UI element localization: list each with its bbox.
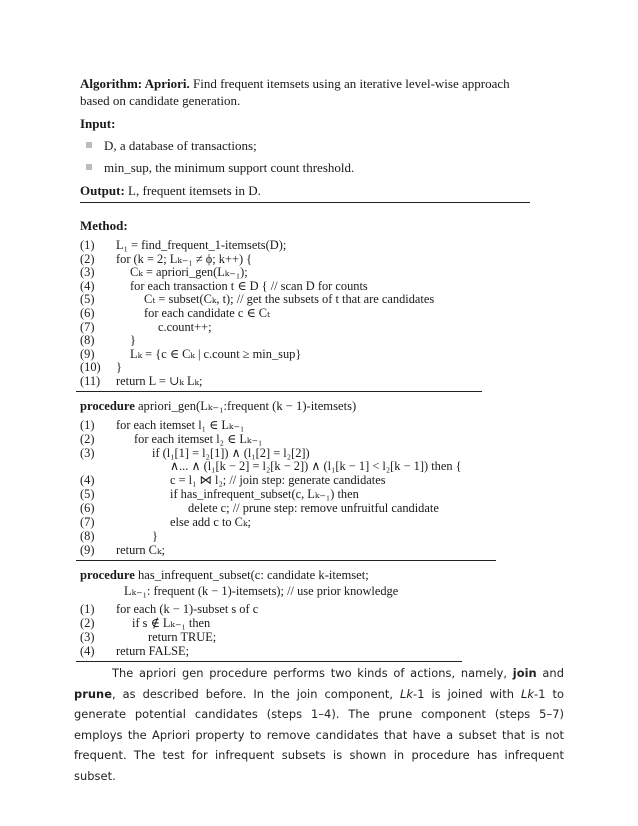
- line-number: (2): [80, 251, 95, 266]
- line-number: (2): [80, 615, 95, 630]
- line-number: (4): [80, 643, 95, 658]
- has-infrequent-lines: [80, 603, 530, 659]
- paragraph-text: and: [536, 666, 564, 680]
- code-line: [80, 334, 530, 348]
- paragraph-bold-prune: prune: [74, 686, 112, 701]
- procedure-signature: has_infrequent_subset(c: candidate k-itemset;: [134, 567, 369, 582]
- code-line: [80, 375, 530, 389]
- code-line: [80, 631, 530, 645]
- line-number: (8): [80, 529, 95, 544]
- code-text: for each (k − 1)-subset s of c: [116, 601, 259, 616]
- code-line: [80, 617, 530, 631]
- code-text: return TRUE;: [148, 629, 217, 644]
- code-text: for each candidate c ∈ Cₜ: [144, 305, 271, 320]
- code-line: [80, 419, 530, 433]
- paragraph-italic-lk: Lk: [400, 686, 414, 701]
- line-number: (6): [80, 305, 95, 320]
- procedure-signature-continued: Lₖ₋₁: frequent (k − 1)-itemsets); // use prior knowledge: [124, 583, 399, 598]
- line-number: (9): [80, 346, 95, 361]
- explanation-paragraph: [74, 663, 564, 786]
- paragraph-text: -1 to generate potential candidates (steps 1–4). The prune component (steps 5–7) employs the Apriori property to remove candidates that have a subset that is not frequent. The test for infrequent subsets is shown in procedure has infrequent subset.: [74, 686, 564, 783]
- code-text: if s ∉ Lₖ₋₁ then: [132, 615, 211, 630]
- code-line: [80, 361, 530, 375]
- code-text: ∧... ∧ (l₁[k − 2] = l₂[k − 2]) ∧ (l₁[k − 1] < l₂[k − 1]) then {: [170, 459, 462, 474]
- algorithm-title-lead: Algorithm: Apriori.: [80, 76, 190, 91]
- line-number: (10): [80, 360, 101, 375]
- code-text: for (k = 2; Lₖ₋₁ ≠ ϕ; k++) {: [116, 251, 253, 266]
- code-line: [80, 603, 530, 617]
- code-line: [80, 530, 530, 544]
- paragraph-text: , as described before. In the join component,: [111, 686, 400, 701]
- code-line: [80, 433, 530, 447]
- algorithm-title: [80, 75, 530, 109]
- line-number: (3): [80, 445, 95, 460]
- paragraph-text: The apriori gen procedure performs two kinds of actions, namely,: [112, 666, 513, 680]
- line-number: (3): [80, 265, 95, 280]
- code-text: return FALSE;: [116, 643, 190, 658]
- line-number: (1): [80, 601, 95, 616]
- code-line: [80, 321, 530, 335]
- code-line: [80, 502, 530, 516]
- bullet-icon: [86, 142, 92, 148]
- apriori-gen-procedure: [80, 398, 530, 558]
- input-heading: Input:: [80, 116, 116, 131]
- algorithm-block: [80, 75, 530, 662]
- code-line: [80, 447, 530, 461]
- output-text: L, frequent itemsets in D.: [124, 183, 261, 198]
- line-number: (1): [80, 238, 95, 252]
- input-item: [80, 137, 530, 155]
- code-text: }: [152, 529, 158, 544]
- code-line: [80, 474, 530, 488]
- input-item-text: min_sup, the minimum support count threshold.: [104, 160, 355, 175]
- code-line: [80, 266, 530, 280]
- divider: [76, 661, 462, 662]
- input-item-text: D, a database of transactions;: [104, 138, 257, 153]
- line-number: (2): [80, 431, 95, 446]
- apriori-gen-lines: [80, 419, 530, 558]
- line-number: (5): [80, 487, 95, 502]
- code-line: [80, 460, 530, 474]
- divider: [76, 391, 482, 392]
- input-item: [80, 159, 530, 177]
- code-text: Cₜ = subset(Cₖ, t); // get the subsets of t that are candidates: [144, 292, 435, 307]
- divider: [80, 202, 530, 203]
- code-line: [80, 645, 530, 659]
- algorithm-title-description: Find frequent itemsets using an iterative level-wise approach based on candidate generation.: [80, 76, 510, 108]
- line-number: (7): [80, 319, 95, 334]
- line-number: (9): [80, 543, 95, 558]
- code-line: [80, 307, 530, 321]
- code-text: else add c to Cₖ;: [170, 515, 251, 530]
- code-text: c.count++;: [158, 319, 212, 334]
- code-text: for each transaction t ∈ D { // scan D for counts: [130, 278, 368, 293]
- has-infrequent-subset-procedure: [80, 567, 530, 659]
- output-line: [80, 182, 530, 200]
- code-line: [80, 239, 530, 253]
- bullet-icon: [86, 164, 92, 170]
- line-number: (8): [80, 333, 95, 348]
- code-text: return Cₖ;: [116, 543, 165, 558]
- paragraph-italic-lk: Lk: [520, 686, 535, 701]
- code-line: [80, 280, 530, 294]
- code-line: [80, 488, 530, 502]
- procedure-header: [80, 398, 530, 415]
- procedure-signature: apriori_gen(Lₖ₋₁:frequent (k − 1)-itemsets): [134, 398, 357, 413]
- code-line: [80, 544, 530, 558]
- line-number: (4): [80, 473, 95, 488]
- code-text: L₁ = find_frequent_1-itemsets(D);: [116, 238, 287, 252]
- code-text: Lₖ = {c ∈ Cₖ | c.count ≥ min_sup}: [130, 346, 302, 361]
- line-number: (11): [80, 373, 101, 388]
- code-text: c = l₁ ⋈ l₂; // join step: generate candidates: [170, 473, 386, 488]
- code-line: [80, 293, 530, 307]
- method-lines: [80, 239, 530, 389]
- code-text: for each itemset l₂ ∈ Lₖ₋₁: [134, 431, 263, 446]
- line-number: (5): [80, 292, 95, 307]
- output-label: Output:: [80, 183, 125, 198]
- procedure-keyword: procedure: [80, 567, 135, 582]
- procedure-keyword: procedure: [80, 398, 135, 413]
- paragraph-bold-join: join: [512, 666, 537, 680]
- code-text: delete c; // prune step: remove unfruitful candidate: [188, 501, 439, 516]
- line-number: (1): [80, 417, 95, 432]
- code-text: Cₖ = apriori_gen(Lₖ₋₁);: [130, 265, 248, 280]
- code-text: return L = ∪ₖ Lₖ;: [116, 373, 203, 388]
- line-number: (6): [80, 501, 95, 516]
- code-text: if (l₁[1] = l₂[1]) ∧ (l₁[2] = l₂[2]): [152, 445, 310, 460]
- paragraph-text: -1 is joined with: [413, 686, 521, 701]
- line-number: (4): [80, 278, 95, 293]
- procedure-header: [80, 567, 530, 584]
- code-line: [80, 348, 530, 362]
- code-text: }: [130, 333, 136, 348]
- method-heading: Method:: [80, 218, 128, 233]
- code-text: if has_infrequent_subset(c, Lₖ₋₁) then: [170, 487, 359, 502]
- code-line: [80, 253, 530, 267]
- line-number: (3): [80, 629, 95, 644]
- divider: [76, 560, 496, 561]
- line-number: (7): [80, 515, 95, 530]
- code-line: [80, 516, 530, 530]
- code-text: }: [116, 360, 122, 375]
- code-text: for each itemset l₁ ∈ Lₖ₋₁: [116, 417, 245, 432]
